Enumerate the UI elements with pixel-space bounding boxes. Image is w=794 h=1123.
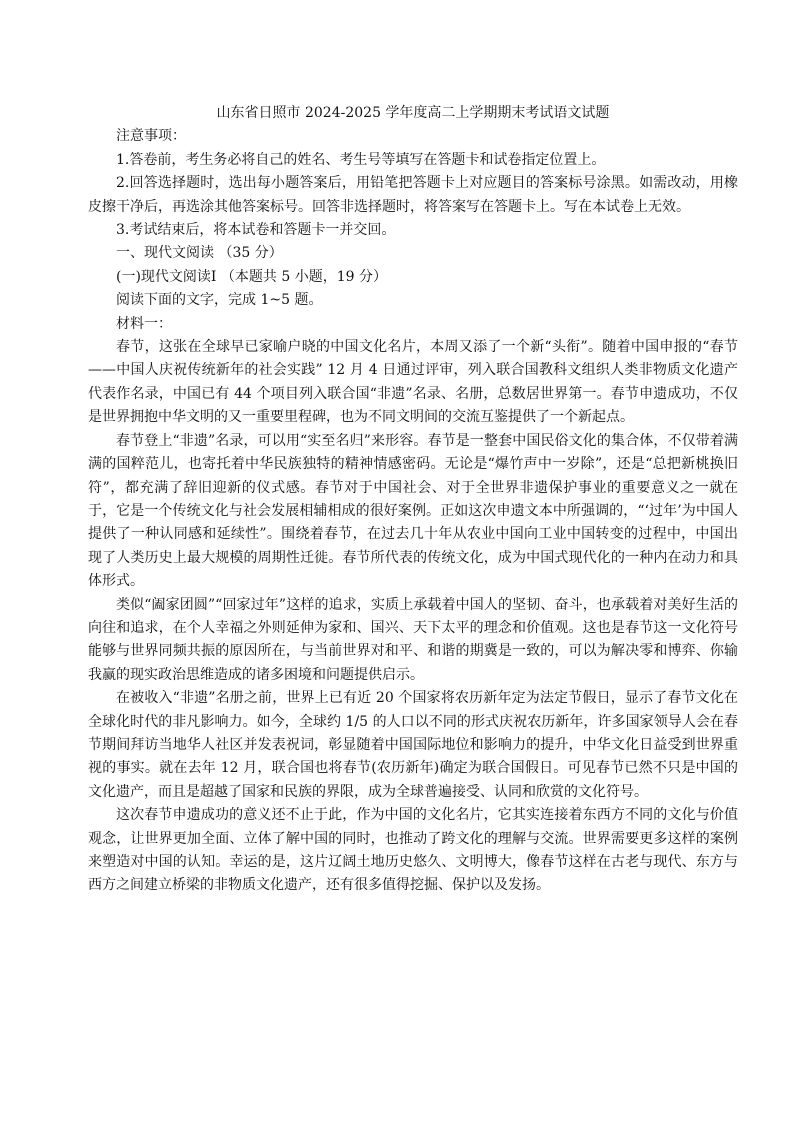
- material-paragraph: 春节，这张在全球早已家喻户晓的中国文化名片，本周又添了一个新“头衔”。随着中国申报的“春节——中国人庆祝传统新年的社会实践” 12 月 4 日通过评审，列入联合国教科文组织人类非物质文化遗产代表作名录，中国已有 44 个项目列入联合国“非遗”名录、名册，总数居世界第一。春节申遗成功，不仅是世界拥抱中华文明的又一重要里程碑，也为不同文明间的交流互鉴提供了一个新起点。: [88, 339, 738, 426]
- document-title: 山东省日照市 2024-2025 学年度高二上学期期末考试语文试题: [216, 105, 610, 121]
- notice-heading: 注意事项：: [116, 128, 186, 145]
- material-paragraph: 春节登上“非遗”名录，可以用“实至名归”来形容。春节是一整套中国民俗文化的集合体，不仅带着满满的国粹范儿，也寄托着中华民族独特的精神情感密码。无论是“爆竹声中一岁除”，还是“总把新桃换旧符”，都充满了辞旧迎新的仪式感。春节对于中国社会、对于全世界非遗保护事业的重要意义之一就在于，它是一个传统文化与社会发展相辅相成的很好案例。正如这次申遗文本中所强调的，“‘过年’为中国人提供了一种认同感和延续性”。围绕着春节，在过去几十年从农业中国向工业中国转变的过程中，中国出现了人类历史上最大规模的周期性迁徙。春节所代表的传统文化，成为中国式现代化的一种内在动力和具体形式。: [88, 432, 738, 590]
- material-paragraph: 这次春节申遗成功的意义还不止于此，作为中国的文化名片，它其实连接着东西方不同的文化与价值观念，让世界更加全面、立体了解中国的同时，也推动了跨文化的理解与交流。世界需要更多这样的案例来塑造对中国的认知。幸运的是，这片辽阔土地历史悠久、文明博大，像春节这样在古老与现代、东方与西方之间建立桥梁的非物质文化遗产，还有很多值得挖掘、保护以及发扬。: [88, 807, 738, 894]
- material-paragraph: 在被收入“非遗”名册之前，世界上已有近 20 个国家将农历新年定为法定节假日，显示了春节文化在全球化时代的非凡影响力。如今，全球约 1/5 的人口以不同的形式庆祝农历新年，许多国家领导人会在春节期间拜访当地华人社区并发表祝词，彰显随着中国国际地位和影响力的提升，中华文化日益受到世界重视的事实。就在去年 12 月，联合国也将春节(农历新年)确定为联合国假日。可见春节已然不只是中国的文化遗产，而且是超越了国家和民族的界限，成为全球普遍接受、认同和欣赏的文化符号。: [88, 690, 738, 800]
- notice-item: 3.考试结束后，将本试卷和答题卡一并交回。: [116, 222, 396, 239]
- reading-instruction: 阅读下面的文字，完成 1~5 题。: [116, 292, 323, 309]
- material-label: 材料一：: [116, 315, 172, 332]
- subsection-heading: (一)现代文阅读Ⅰ （本题共 5 小题，19 分）: [116, 268, 387, 285]
- document-page: [88, 102, 738, 898]
- notice-item: 2.回答选择题时，选出每小题答案后，用铅笔把答题卡上对应题目的答案标号涂黑。如需改动，用橡皮擦干净后，再选涂其他答案标号。回答非选择题时，将答案写在答题卡上。写在本试卷上无效。: [88, 175, 738, 215]
- material-paragraph: 类似“阖家团圆”“回家过年”这样的追求，实质上承载着中国人的坚韧、奋斗，也承载着对美好生活的向往和追求，在个人幸福之外则延伸为家和、国兴、天下太平的理念和价值观。这也是春节这一文化符号能够与世界同频共振的原因所在，与当前世界对和平、和谐的期冀是一致的，可以为解决零和博弈、你输我赢的现实政治思维造成的诸多困境和问题提供启示。: [88, 596, 738, 683]
- notice-item: 1.答卷前，考生务必将自己的姓名、考生号等填写在答题卡和试卷指定位置上。: [116, 151, 606, 168]
- section-heading: 一、现代文阅读 （35 分）: [116, 245, 283, 262]
